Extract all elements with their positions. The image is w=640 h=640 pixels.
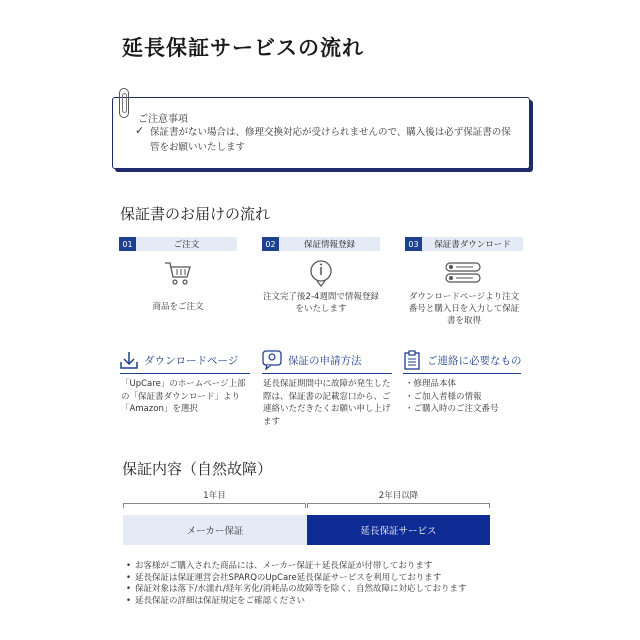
- info-body: [405, 378, 523, 416]
- clipboard-icon: [403, 350, 421, 370]
- info-download-header: [120, 350, 238, 370]
- year1-bracket: [123, 503, 306, 508]
- checkmark-icon: ✓: [135, 124, 145, 137]
- info-title: ダウンロードページ: [144, 354, 239, 367]
- year2-label: 2年目以降: [378, 491, 419, 501]
- step-description: 注文完了後2-4週間で情報登録をいたします: [263, 292, 379, 314]
- step-number: 03: [405, 237, 422, 251]
- delivery-section-title: 保証書のお届けの流れ: [120, 205, 271, 223]
- requirement-item: ・ご購入時のご注文番号: [405, 404, 499, 414]
- page-title: 延長保証サービスの流れ: [122, 36, 364, 60]
- info-requirements-header: [403, 350, 522, 370]
- step-download: [405, 237, 523, 251]
- note-item: • 延長保証は保証運営会社SPARQのUpCare延長保証サービスを利用しております: [126, 573, 466, 585]
- info-title: ご連絡に必要なもの: [427, 354, 522, 367]
- step-label: 保証情報登録: [279, 237, 380, 251]
- notice-text: 保証書がない場合は、修理交換対応が受けられませんので、購入後は必ず保証書の保管をお願いいたします: [150, 127, 511, 153]
- info-icon: [308, 259, 334, 287]
- requirement-item: ・ご加入者様の情報: [405, 391, 482, 402]
- info-body: 「UpCare」のホームページ上部の「保証書ダウンロード」より「Amazon」を選択: [121, 379, 246, 414]
- notes-list: [126, 561, 466, 607]
- step-description: ダウンロードページより注文番号と購入日を入力して保証書を取得: [408, 292, 520, 326]
- year2-bracket: [307, 503, 490, 508]
- info-body: 延長保証期間中に故障が発生した際は、保証書の記載窓口から、ご連絡いただきたくお願い申し上げます: [263, 379, 391, 427]
- year1-label: 1年目: [203, 491, 226, 501]
- notice-title: ご注意事項: [138, 114, 188, 125]
- step-order: [119, 237, 237, 251]
- note-item: • お客様がご購入された商品には、メーカー保証＋延長保証が付帯しております: [126, 561, 466, 573]
- requirement-item: ・修理品本体: [405, 379, 457, 389]
- step-number: 02: [262, 237, 279, 251]
- divider: [262, 373, 392, 374]
- chat-icon: [262, 350, 282, 370]
- extended-warranty-bar: 延長保証サービス: [307, 515, 490, 545]
- coverage-section-title: 保証内容（自然故障）: [122, 460, 273, 478]
- note-item: • 延長保証の詳細は保証規定をご確認ください: [126, 596, 466, 608]
- info-apply-header: [262, 350, 362, 370]
- divider: [120, 373, 250, 374]
- form-icon: [445, 262, 481, 284]
- maker-warranty-bar: メーカー保証: [123, 515, 307, 545]
- info-title: 保証の申請方法: [288, 354, 362, 367]
- step-register: [262, 237, 380, 251]
- divider: [403, 373, 521, 374]
- download-icon: [120, 350, 138, 370]
- note-item: • 保証対象は落下/水濡れ/経年劣化/消耗品の故障等を除く、自然故障に対応しております: [126, 584, 466, 596]
- step-description: 商品をご注文: [152, 302, 204, 312]
- step-label: ご注文: [136, 237, 237, 251]
- step-number: 01: [119, 237, 136, 251]
- paperclip-icon: [119, 88, 129, 118]
- shopping-cart-icon: [163, 259, 193, 287]
- step-label: 保証書ダウンロード: [422, 237, 523, 251]
